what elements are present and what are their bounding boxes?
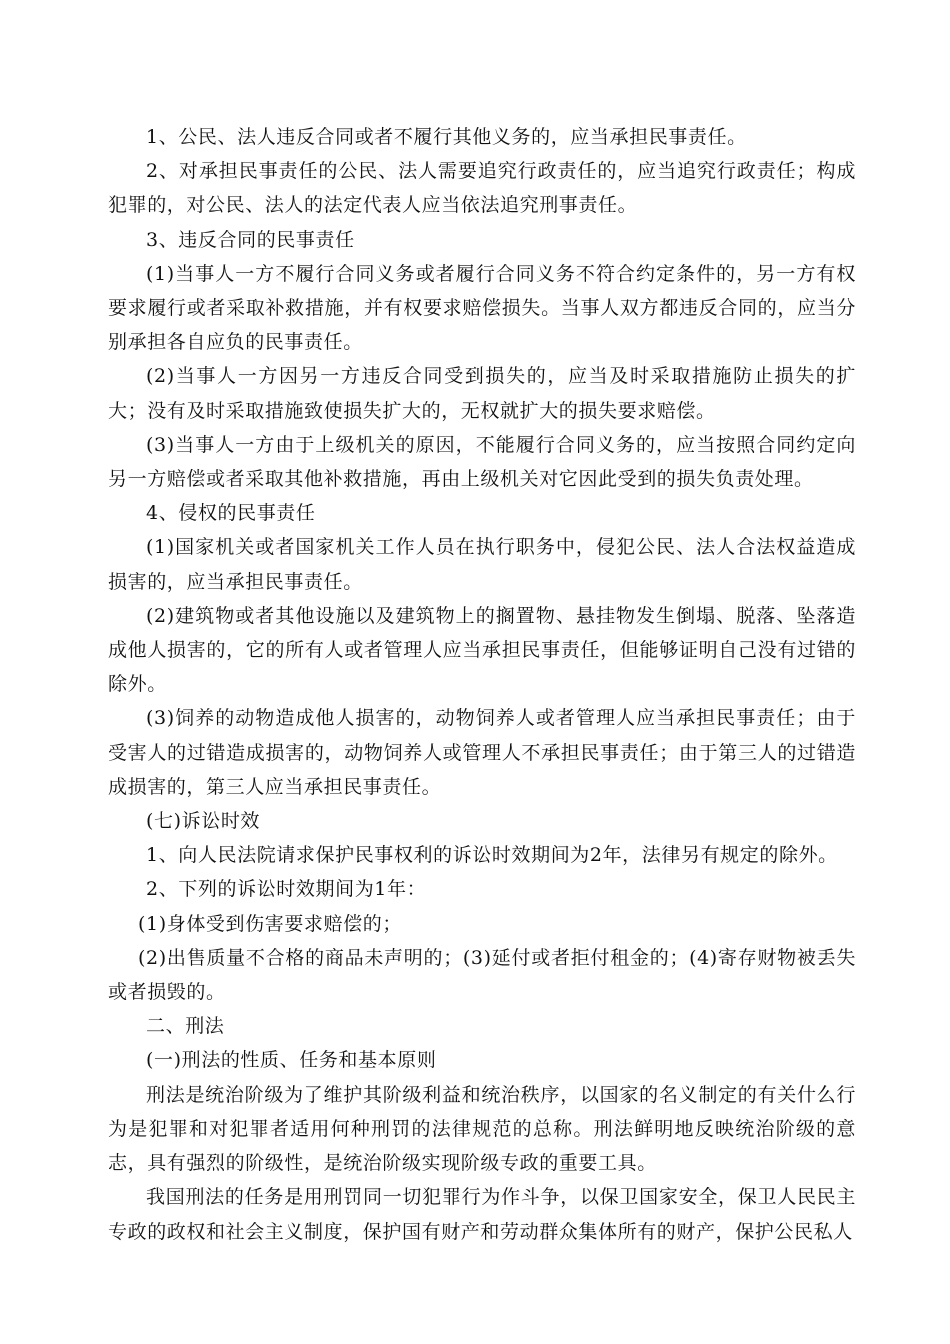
paragraph-civil-liability-2: 2、对承担民事责任的公民、法人需要追究行政责任的，应当追究行政责任；构成犯罪的，对公民、法人的法定代表人应当依法追究刑事责任。: [108, 160, 856, 217]
heading-criminal-law-nature: (一)刑法的性质、任务和基本原则: [146, 1049, 437, 1072]
paragraph-contract-item-1: (1)当事人一方不履行合同义务或者履行合同义务不符合约定条件的，另一方有权要求履行或者采取补救措施，并有权要求赔偿损失。当事人双方都违反合同的，应当分别承担各自应负的民事责任。: [108, 262, 856, 354]
paragraph-civil-liability-1: 1、公民、法人违反合同或者不履行其他义务的，应当承担民事责任。: [146, 126, 747, 148]
paragraph-contract-item-3: (3)当事人一方由于上级机关的原因，不能履行合同义务的，应当按照合同约定向另一方赔偿或者采取其他补救措施，再由上级机关对它因此受到的损失负责处理。: [108, 433, 856, 491]
heading-tort-liability: 4、侵权的民事责任: [146, 502, 316, 525]
heading-contract-liability: 3、违反合同的民事责任: [146, 228, 355, 251]
paragraph-limitation-items-2-4: (2)出售质量不合格的商品未声明的；(3)延付或者拒付租金的；(4)寄存财物被丢失或者损毁的。: [108, 946, 856, 1004]
paragraph-tort-item-3: (3)饲养的动物造成他人损害的，动物饲养人或者管理人应当承担民事责任；由于受害人的过错造成损害的，动物饲养人或管理人不承担民事责任；由于第三人的过错造成损害的，第三人应当承担民事责任。: [108, 707, 856, 798]
paragraph-limitation-1: 1、向人民法院请求保护民事权利的诉讼时效期间为2年，法律另有规定的除外。: [146, 844, 838, 867]
document-body: [108, 120, 856, 1249]
paragraph-tort-item-1: (1)国家机关或者国家机关工作人员在执行职务中，侵犯公民、法人合法权益造成损害的，应当承担民事责任。: [108, 536, 856, 593]
paragraph-limitation-2: 2、下列的诉讼时效期间为1年：: [146, 878, 427, 901]
heading-limitation: (七)诉讼时效: [146, 810, 261, 833]
paragraph-criminal-law-definition: 刑法是统治阶级为了维护其阶级利益和统治秩序，以国家的名义制定的有关什么行为是犯罪和对犯罪者适用何种刑罚的法律规范的总称。刑法鲜明地反映统治阶级的意志，具有强烈的阶级性，是统治阶级实现阶级专政的重要工具。: [108, 1083, 856, 1175]
paragraph-limitation-item-1: (1)身体受到伤害要求赔偿的；: [138, 912, 402, 935]
paragraph-criminal-law-tasks: 我国刑法的任务是用刑罚同一切犯罪行为作斗争，以保卫国家安全，保卫人民民主专政的政权和社会主义制度，保护国有财产和劳动群众集体所有的财产，保护公民私人: [108, 1186, 856, 1243]
heading-criminal-law: 二、刑法: [146, 1015, 225, 1038]
paragraph-contract-item-2: (2)当事人一方因另一方违反合同受到损失的，应当及时采取措施防止损失的扩大；没有及时采取措施致使损失扩大的，无权就扩大的损失要求赔偿。: [108, 365, 856, 422]
paragraph-tort-item-2: (2)建筑物或者其他设施以及建筑物上的搁置物、悬挂物发生倒塌、脱落、坠落造成他人损害的，它的所有人或者管理人应当承担民事责任，但能够证明自己没有过错的除外。: [108, 604, 856, 696]
